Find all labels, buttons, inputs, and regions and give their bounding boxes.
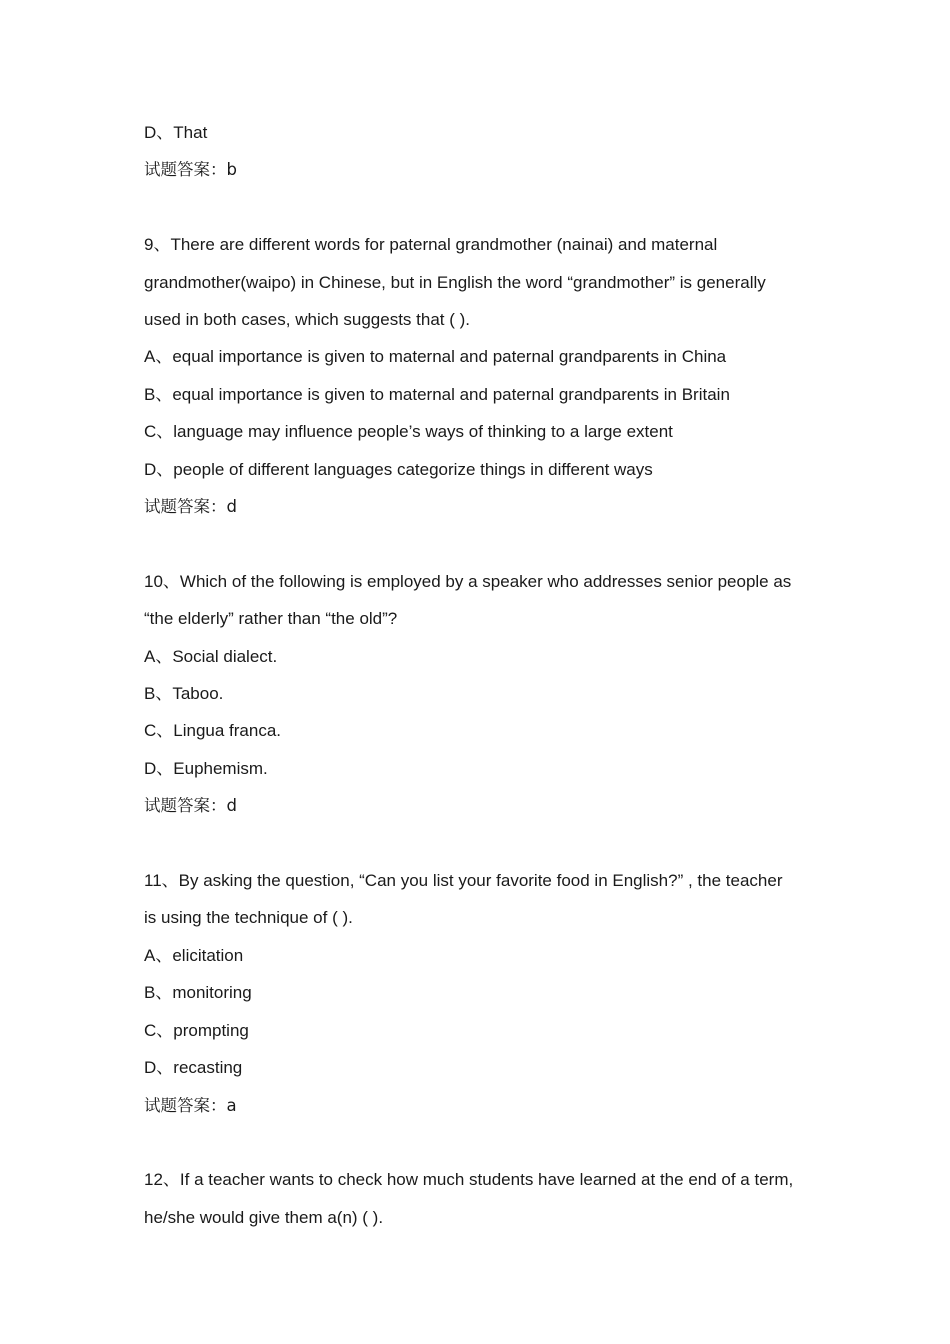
question-12 [144,1161,824,1236]
option-d: D、That [144,123,208,142]
answer-line: 试题答案：b [144,160,237,180]
option-a: A、equal importance is given to maternal and paternal grandparents in China [144,347,727,367]
spacer [144,1124,824,1161]
option-d: D、Euphemism. [144,758,268,778]
option-a: A、elicitation [144,945,244,965]
option-c: C、prompting [144,1020,249,1040]
question-stem: grandmother(waipo) in Chinese, but in English the word “grandmother” is generally [144,272,766,292]
question-stem: 12、If a teacher wants to check how much students have learned at the end of a term, [144,1170,794,1190]
question-stem: 10、Which of the following is employed by a speaker who addresses senior people as [144,571,792,591]
option-c: C、language may influence people’s ways of thinking to a large extent [144,422,673,442]
question-stem: used in both cases, which suggests that ( ). [144,310,471,330]
option-c: C、Lingua franca. [144,721,282,741]
spacer [144,525,824,562]
question-11 [144,862,824,1124]
question-10 [144,563,824,825]
question-stem: 11、By asking the question, “Can you list your favorite food in English?” , the teacher [144,871,783,891]
question-stem: “the elderly” rather than “the old”? [144,609,398,629]
option-b: B、monitoring [144,983,252,1003]
answer-line: 试题答案：d [144,497,237,517]
option-b: B、equal importance is given to maternal and paternal grandparents in Britain [144,384,730,404]
question-list [144,114,824,1236]
question-8-tail [144,114,824,189]
question-stem: he/she would give them a(n) ( ). [144,1207,384,1227]
answer-line: 试题答案：a [144,1095,237,1115]
question-stem: is using the technique of ( ). [144,908,353,928]
question-9 [144,226,824,525]
option-a: A、Social dialect. [144,646,278,666]
question-stem: 9、There are different words for paternal grandmother (nainai) and maternal [144,235,718,255]
answer-line: 试题答案：d [144,796,237,816]
spacer [144,189,824,226]
option-b: B、Taboo. [144,684,224,704]
option-d: D、people of different languages categorize things in different ways [144,459,653,479]
spacer [144,825,824,862]
option-d: D、recasting [144,1058,243,1078]
